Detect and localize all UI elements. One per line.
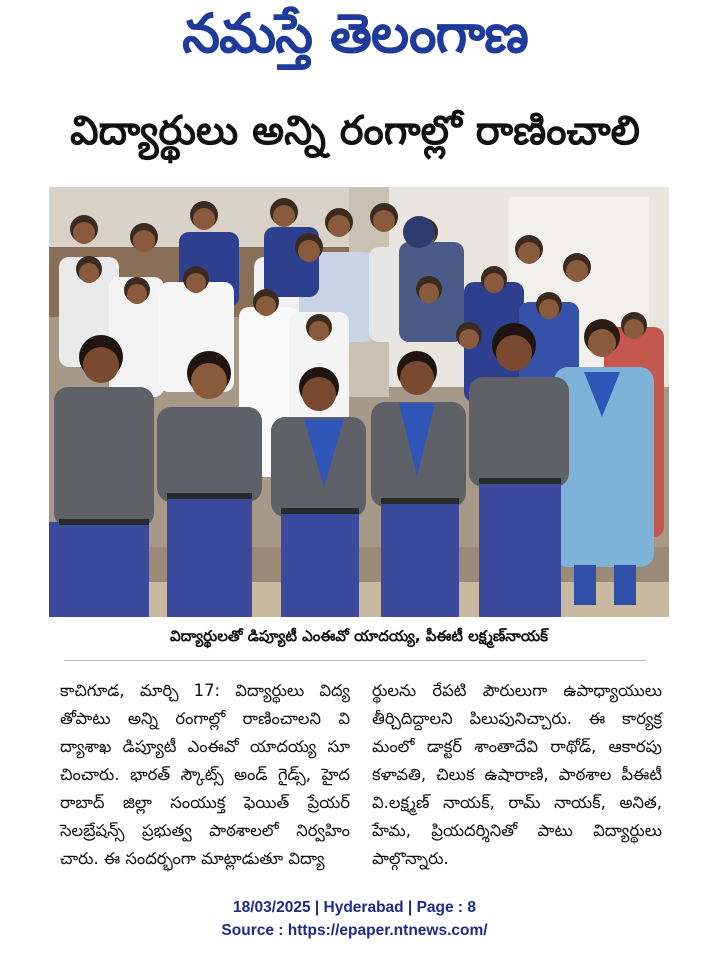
newspaper-masthead: నమస్తే తెలంగాణ [182,1,528,65]
footer-source [0,922,709,940]
group-photo-illustration [49,187,669,617]
caption-divider [64,660,646,661]
source-link[interactable]: https://epaper.ntnews.com/ [287,922,488,939]
photo-caption: విద్యార్థులతో డిప్యూటీ ఎంఈవో యాదయ్య, పీఈటీ లక్ష్మణ్‌నాయక్ [170,627,548,645]
source-label: Source : [221,922,288,939]
article-body-column-left [60,677,350,873]
article-body-text: కాచిగూడ, మార్చి 17: విద్యార్థులు విద్య తోపాటు అన్ని రంగాల్లో రాణించాలని వి ద్యాశాఖ డిప్యూటీ ఎంఈవో యాదయ్య సూ చించారు. భారత్ స్కౌట్స్ అండ్ గైడ్స్, హైద రాబాద్ జిల్లా సంయుక్త ఫెయిత్ ప్రేయర్ సెలబ్రేషన్స్ ప్రభుత్వ పాఠశాలలో నిర్వహిం చారు. ఈ సందర్భంగా మాట్లాడుతూ విద్యా [60,681,350,868]
article-body-text: ర్థులను రేపటి పౌరులుగా ఉపాధ్యాయులు తీర్చిదిద్దాలని పిలుపునిచ్చారు. ఈ కార్యక్ర మంలో డాక్టర్ శాంతాదేవి రాథోడ్, ఆకారపు కళావతి, చిలుక ఉషారాణి, పాఠశాల పీఈటీ వి.లక్ష్మణ్ నాయక్, రామ్ నాయక్, అనిత, హేమ, ప్రియదర్శినితో పాటు విద్యార్థులు పాల్గొన్నారు. [372,681,662,868]
article-body-column-right [372,677,662,873]
article-photo [49,187,669,617]
article-headline: విద్యార్థులు అన్ని రంగాల్లో రాణించాలి [70,108,640,154]
footer-date-edition: 18/03/2025 | Hyderabad | Page : 8 [232,899,477,916]
